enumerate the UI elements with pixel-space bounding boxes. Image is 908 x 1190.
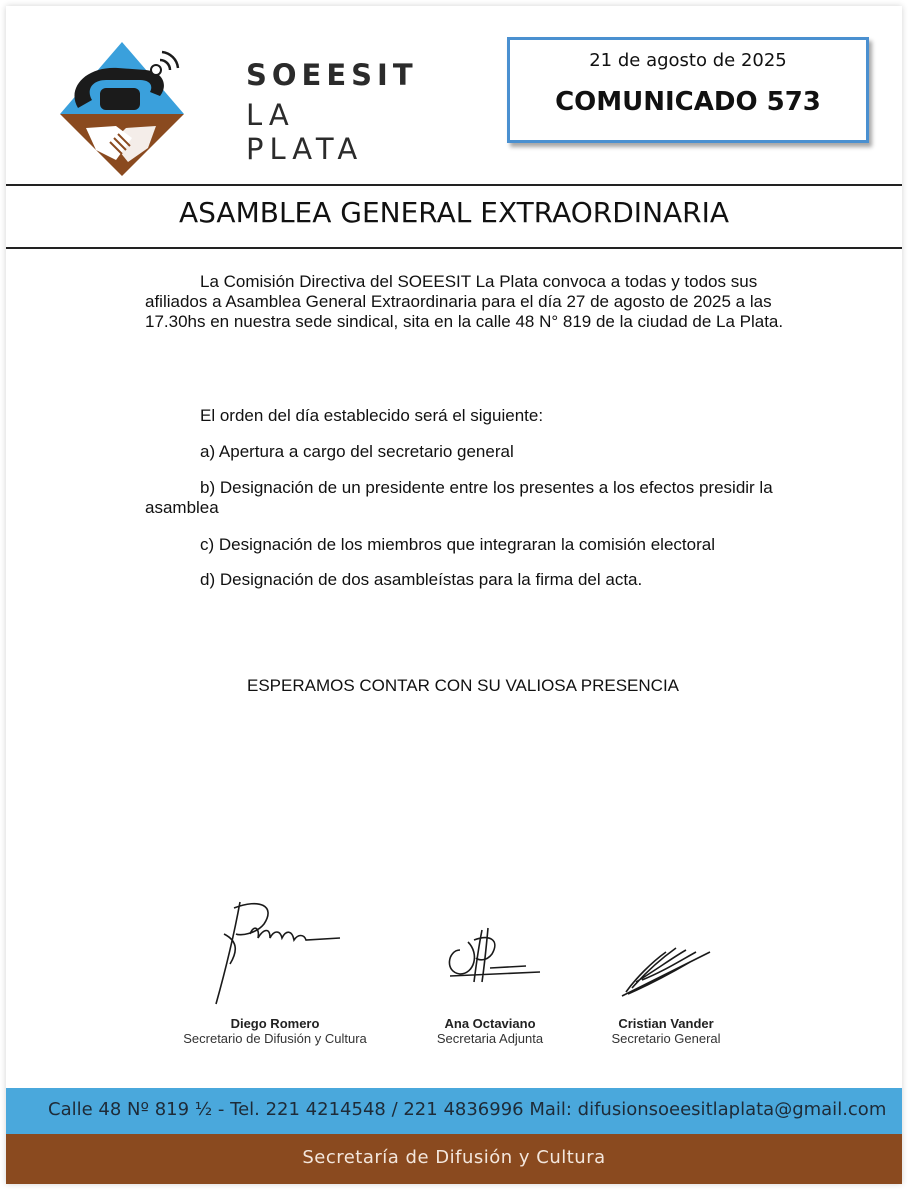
signatory-name: Cristian Vander [618,1016,714,1031]
signature-block [596,922,736,1046]
soeesit-logo [50,28,418,178]
intro-paragraph: La Comisión Directiva del SOEESIT La Plata convoca a todas y todos sus afiliados a Asamblea General Extraordinaria para el día 27 de agosto de 2025 a las 17.30hs en nuestra sede sindical, sita en la calle 48 N° 819 de la ciudad de La Plata. [145,272,784,331]
department-name: Secretaría de Difusión y Cultura [302,1147,606,1168]
contact-info: Calle 48 Nº 819 ½ - Tel. 221 4214548 / 221 4836996 Mail: difusionsoeesitlaplata@gmail.com [48,1099,887,1120]
agenda-intro: El orden del día establecido será el siguiente: [200,406,544,425]
department-footer [6,1134,902,1184]
handwritten-signature-icon [430,910,550,1014]
signatory-name: Diego Romero [230,1016,320,1031]
header-divider-bottom [6,247,902,249]
closing-line: ESPERAMOS CONTAR CON SU VALIOSA PRESENCIA [246,676,680,695]
signatory-role: Secretario General [611,1031,721,1046]
logo-subtitle: LA PLATA [246,98,364,166]
logo-title: SOEESIT [246,58,418,92]
comunicado-box [507,37,869,143]
signatory-role: Secretaria Adjunta [436,1031,544,1046]
header-divider-top [6,184,902,186]
contact-footer [6,1088,902,1134]
signatory-role: Secretario de Difusión y Cultura [183,1031,367,1046]
handwritten-signature-icon [606,922,726,1014]
document-date: 21 de agosto de 2025 [589,50,787,71]
page-title: ASAMBLEA GENERAL EXTRAORDINARIA [178,196,730,229]
agenda-item: b) Designación de un presidente entre los presentes a los efectos presidir la asamblea [145,478,773,517]
agenda-item: d) Designación de dos asambleístas para la firma del acta. [200,570,643,589]
comunicado-number: COMUNICADO 573 [555,87,821,117]
agenda-item: c) Designación de los miembros que integraran la comisión electoral [200,535,715,554]
handwritten-signature-icon [200,894,350,1014]
telephone-handshake-logo-icon [56,38,188,178]
agenda-item: a) Apertura a cargo del secretario general [200,442,514,461]
document-page [6,6,902,1184]
signature-block [420,910,560,1046]
signature-block [170,894,380,1046]
signatory-name: Ana Octaviano [444,1016,536,1031]
